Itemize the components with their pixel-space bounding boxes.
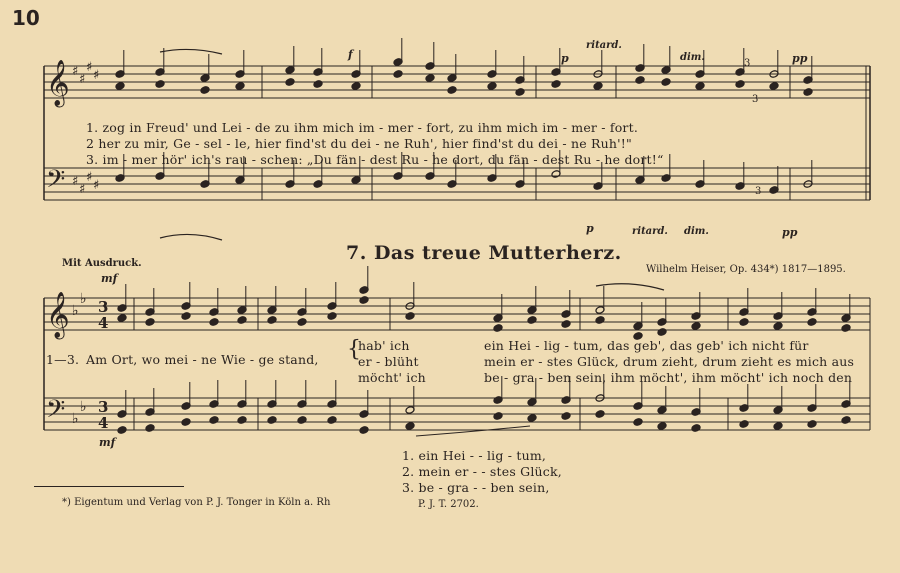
note-head (297, 416, 307, 425)
time-signature: 3 (98, 398, 109, 416)
dynamic-pp: pp (792, 52, 808, 65)
brace-option-3: möcht' ich (358, 370, 426, 385)
note-head (200, 86, 210, 95)
dynamic-pp-lower: pp (782, 226, 798, 239)
note-head (633, 418, 643, 427)
note-head (739, 420, 749, 429)
time-signature: 4 (98, 314, 109, 332)
note-head (181, 418, 191, 427)
sharp-sign: ♯ (72, 174, 79, 189)
time-signature: 3 (98, 298, 109, 316)
flat-sign: ♭ (72, 411, 79, 427)
triplet-marking: 3 (744, 58, 751, 69)
note-head (327, 312, 337, 321)
note-head (595, 316, 605, 325)
note-head (841, 416, 851, 425)
note-head (145, 318, 155, 327)
note-head (691, 424, 701, 433)
brace-option-1: hab' ich (358, 338, 410, 353)
note-head (807, 318, 817, 327)
note-head (769, 82, 779, 91)
note-head (235, 82, 245, 91)
note-head (181, 312, 191, 321)
sharp-sign: ♯ (79, 72, 86, 87)
note-head (635, 76, 645, 85)
note-head (351, 82, 361, 91)
note-head (115, 82, 125, 91)
note-head (285, 78, 295, 87)
lyric-verse-3: be - gra - ben sein, ihm möcht', ihm möcht' ich noch den (484, 370, 853, 385)
note-head (593, 82, 603, 91)
note-head (359, 296, 369, 305)
note-head (551, 80, 561, 89)
lyric-verse-2: mein er - stes Glück, drum zieht, drum zieht es mich aus (484, 354, 855, 369)
lower-lyric-1: 1. ein Hei - - lig - tum, (402, 448, 547, 463)
note-head (661, 78, 671, 87)
note-head (155, 80, 165, 89)
dynamic-piano-lower: p (586, 222, 594, 235)
composer-credit: Wilhelm Heiser, Op. 434*) 1817—1895. (646, 264, 846, 275)
tempo-marking: Mit Ausdruck. (62, 258, 142, 269)
dynamic-mf-bottom: mf (99, 436, 116, 449)
note-head (405, 312, 415, 321)
note-head (739, 318, 749, 327)
note-head (561, 412, 571, 421)
note-head (527, 316, 537, 325)
lyric-main: Am Ort, wo mei - ne Wie - ge stand, (86, 352, 319, 367)
footnote-rule (34, 486, 184, 487)
note-head (493, 412, 503, 421)
note-head (515, 88, 525, 97)
flat-sign: ♭ (80, 399, 87, 415)
note-head (595, 410, 605, 419)
dynamic-piano: p (561, 52, 569, 65)
triplet-marking-lower: 3 (755, 186, 762, 197)
bass-clef: 𝄢 (46, 395, 66, 430)
note-head (773, 422, 783, 431)
verse-1-line: 1. zog in Freud' und Lei - de zu ihm mich im - mer - fort, zu ihm mich im - mer - fort. (86, 120, 639, 135)
note-head (237, 416, 247, 425)
time-signature: 4 (98, 414, 109, 432)
lyric-verse-1: ein Hei - lig - tum, das geb', das geb' ich nicht für (484, 338, 809, 353)
note-head (405, 422, 415, 431)
note-head (657, 328, 667, 337)
page-number: 10 (12, 6, 40, 30)
lower-lyric-2: 2. mein er - - stes Glück, (402, 464, 562, 479)
sharp-sign: ♯ (93, 178, 100, 193)
note-head (695, 82, 705, 91)
triplet-marking: 3 (752, 94, 759, 105)
note-head (735, 80, 745, 89)
slur (596, 284, 664, 290)
dynamic-forte: f (348, 48, 353, 61)
ritard-marking-lower: ritard. (632, 226, 668, 237)
dim-marking: dim. (680, 52, 705, 63)
note-head (327, 416, 337, 425)
sharp-sign: ♯ (79, 182, 86, 197)
verse-2-line: 2 her zu mir, Ge - sel - le, hier find'st du dei - ne Ruh', hier find'st du dei - ne Ruh'!" (86, 136, 632, 151)
note-head (487, 82, 497, 91)
verse-3-line: 3. im - mer hör' ich's rau - schen: „Du fän - dest Ru - he dort, du fän - dest Ru - he dort!“ (86, 152, 664, 167)
note-head (691, 322, 701, 331)
footnote-text: *) Eigentum und Verlag von P. J. Tonger in Köln a. Rh (62, 497, 331, 508)
sharp-sign: ♯ (86, 170, 93, 185)
note-head (267, 416, 277, 425)
lyric-brace: { (347, 337, 362, 362)
note-head (527, 414, 537, 423)
brace-option-2: er - blüht (358, 354, 419, 369)
note-head (209, 318, 219, 327)
note-head (237, 316, 247, 325)
plate-number: P. J. T. 2702. (418, 499, 479, 510)
note-head (145, 424, 155, 433)
hairpin (416, 426, 530, 436)
note-head (313, 80, 323, 89)
note-head (807, 420, 817, 429)
song-title: 7. Das treue Mutterherz. (346, 242, 622, 264)
note-head (359, 426, 369, 435)
note-head (117, 314, 127, 323)
note-head (841, 324, 851, 333)
bass-clef: 𝄢 (46, 165, 66, 200)
note-head (493, 324, 503, 333)
note-head (117, 426, 127, 435)
hairpin (160, 234, 222, 240)
dim-marking-lower: dim. (684, 226, 709, 237)
note-head (209, 416, 219, 425)
sharp-sign: ♯ (93, 68, 100, 83)
note-head (657, 422, 667, 431)
sharp-sign: ♯ (72, 64, 79, 79)
note-head (773, 322, 783, 331)
slur (160, 49, 222, 54)
note-head (425, 74, 435, 83)
note-head (393, 70, 403, 79)
dynamic-mf-top: mf (101, 272, 118, 285)
treble-clef: 𝄞 (46, 292, 70, 338)
note-head (447, 86, 457, 95)
note-head (561, 320, 571, 329)
treble-clef: 𝄞 (46, 60, 70, 106)
verse-label: 1—3. (46, 352, 80, 367)
flat-sign: ♭ (80, 291, 87, 307)
note-head (267, 316, 277, 325)
ritard-marking: ritard. (586, 40, 622, 51)
sharp-sign: ♯ (86, 60, 93, 75)
note-head (803, 88, 813, 97)
flat-sign: ♭ (72, 303, 79, 319)
note-head (297, 318, 307, 327)
lower-lyric-3: 3. be - gra - - ben sein, (402, 480, 550, 495)
